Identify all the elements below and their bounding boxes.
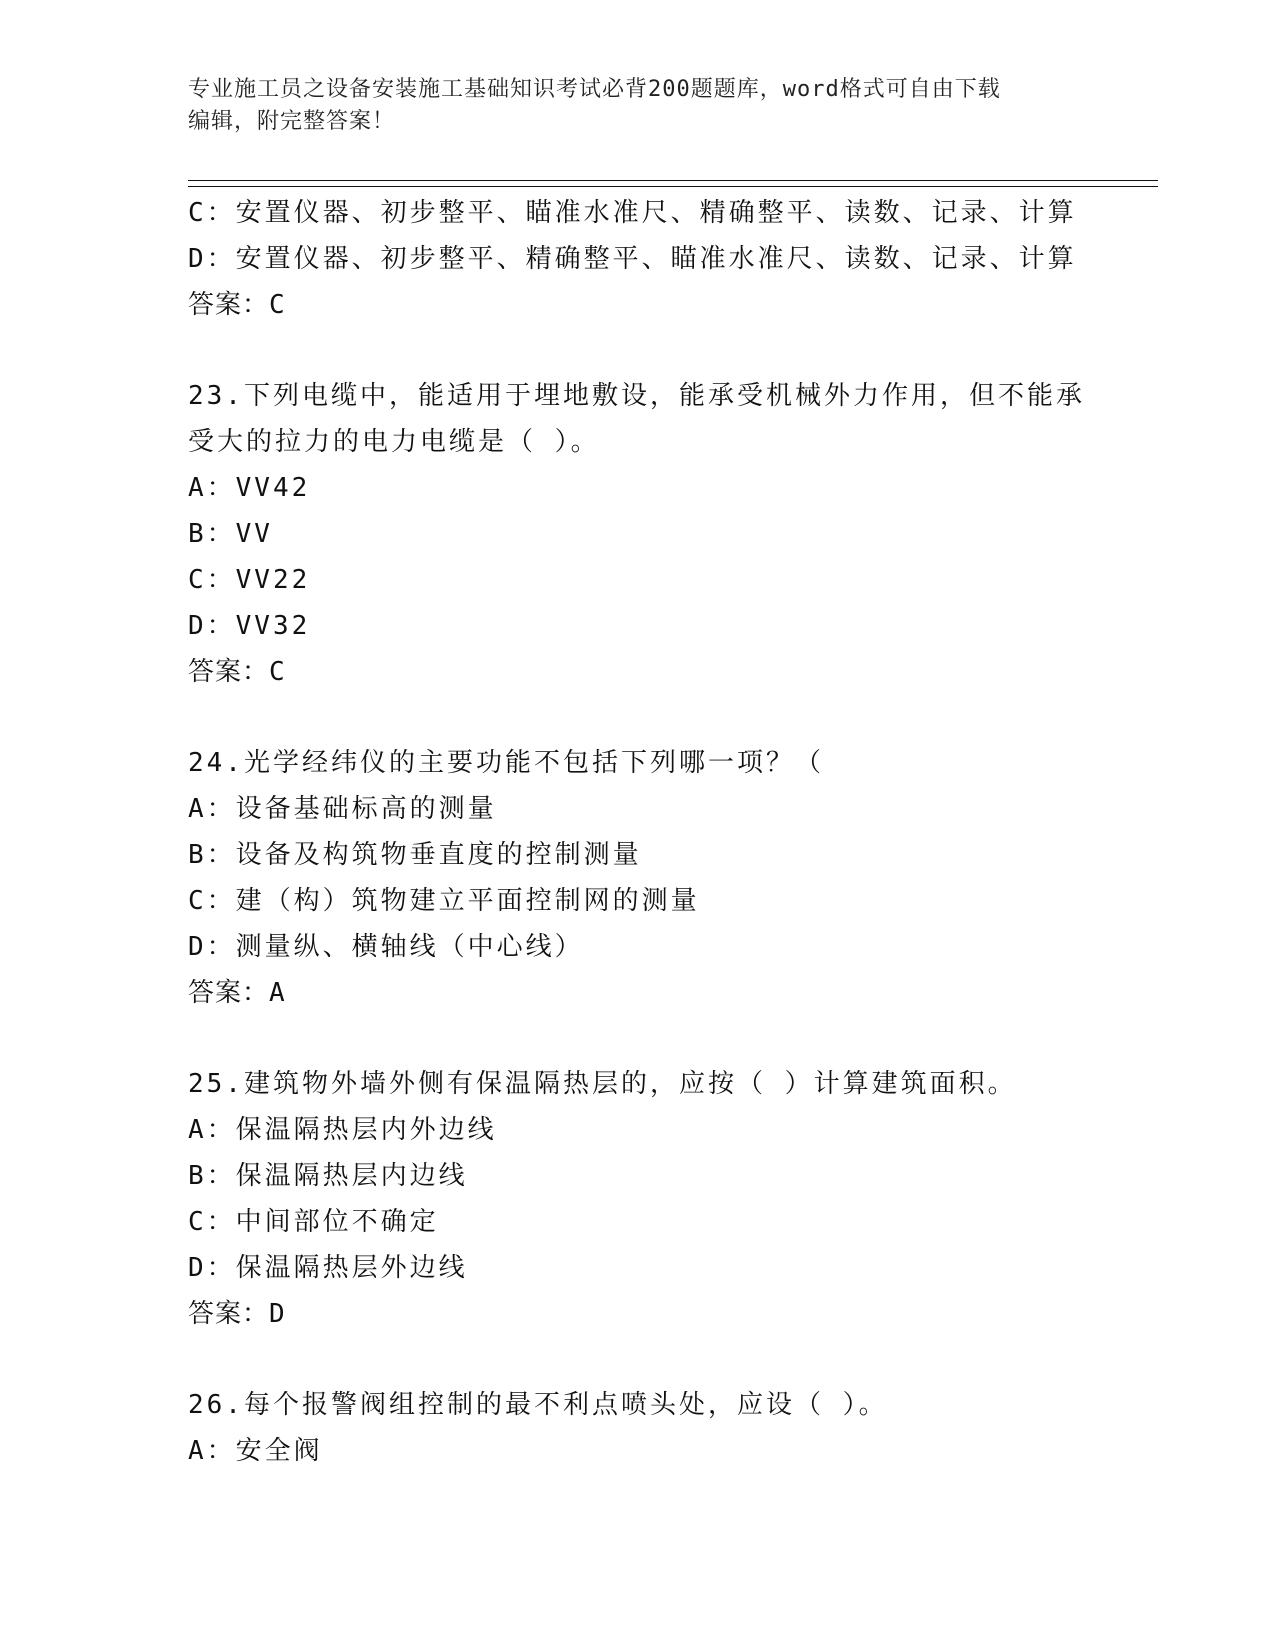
- header-divider: [188, 180, 1158, 187]
- continued-question: [188, 190, 1088, 328]
- question-26: [188, 1382, 1088, 1474]
- spacer: [188, 328, 1088, 373]
- answer-line: 答案：C: [188, 657, 286, 687]
- option-a: A：设备基础标高的测量: [188, 794, 497, 824]
- option-c: C：安置仪器、初步整平、瞄准水准尺、精确整平、读数、记录、计算: [188, 198, 1077, 228]
- option-b: B：设备及构筑物垂直度的控制测量: [188, 840, 642, 870]
- question-stem-line: 26.每个报警阀组控制的最不利点喷头处，应设（ ）。: [188, 1390, 888, 1420]
- question-stem-line: 24.光学经纬仪的主要功能不包括下列哪一项？（: [188, 748, 824, 778]
- question-23: [188, 373, 1088, 695]
- question-stem-line: 23.下列电缆中，能适用于埋地敷设，能承受机械外力作用，但不能承: [188, 381, 1085, 411]
- option-c: C：建（构）筑物建立平面控制网的测量: [188, 886, 700, 916]
- option-c: C：中间部位不确定: [188, 1207, 439, 1237]
- option-b: B：VV: [188, 519, 273, 549]
- option-a: A：保温隔热层内外边线: [188, 1115, 497, 1145]
- question-stem-line: 25.建筑物外墙外侧有保温隔热层的，应按（ ）计算建筑面积。: [188, 1069, 1017, 1099]
- spacer: [188, 1016, 1088, 1061]
- option-d: D：保温隔热层外边线: [188, 1253, 468, 1283]
- page-header: [188, 74, 1068, 138]
- answer-line: 答案：A: [188, 978, 286, 1008]
- answer-line: 答案：D: [188, 1299, 286, 1329]
- question-25: [188, 1061, 1088, 1337]
- option-d: D：VV32: [188, 611, 311, 641]
- option-c: C：VV22: [188, 565, 311, 595]
- answer-line: 答案：C: [188, 290, 286, 320]
- option-a: A：VV42: [188, 473, 311, 503]
- option-d: D：安置仪器、初步整平、精确整平、瞄准水准尺、读数、记录、计算: [188, 244, 1077, 274]
- option-a: A：安全阀: [188, 1436, 323, 1466]
- question-stem-line: 受大的拉力的电力电缆是（ ）。: [188, 427, 600, 457]
- option-d: D：测量纵、横轴线（中心线）: [188, 932, 584, 962]
- option-b: B：保温隔热层内边线: [188, 1161, 468, 1191]
- question-24: [188, 740, 1088, 1016]
- spacer: [188, 1337, 1088, 1382]
- header-title-line-2: 编辑，附完整答案！: [188, 109, 396, 134]
- question-content: [188, 190, 1088, 1474]
- spacer: [188, 695, 1088, 740]
- header-title-line-1: 专业施工员之设备安装施工基础知识考试必背200题题库，word格式可自由下载: [188, 77, 1001, 102]
